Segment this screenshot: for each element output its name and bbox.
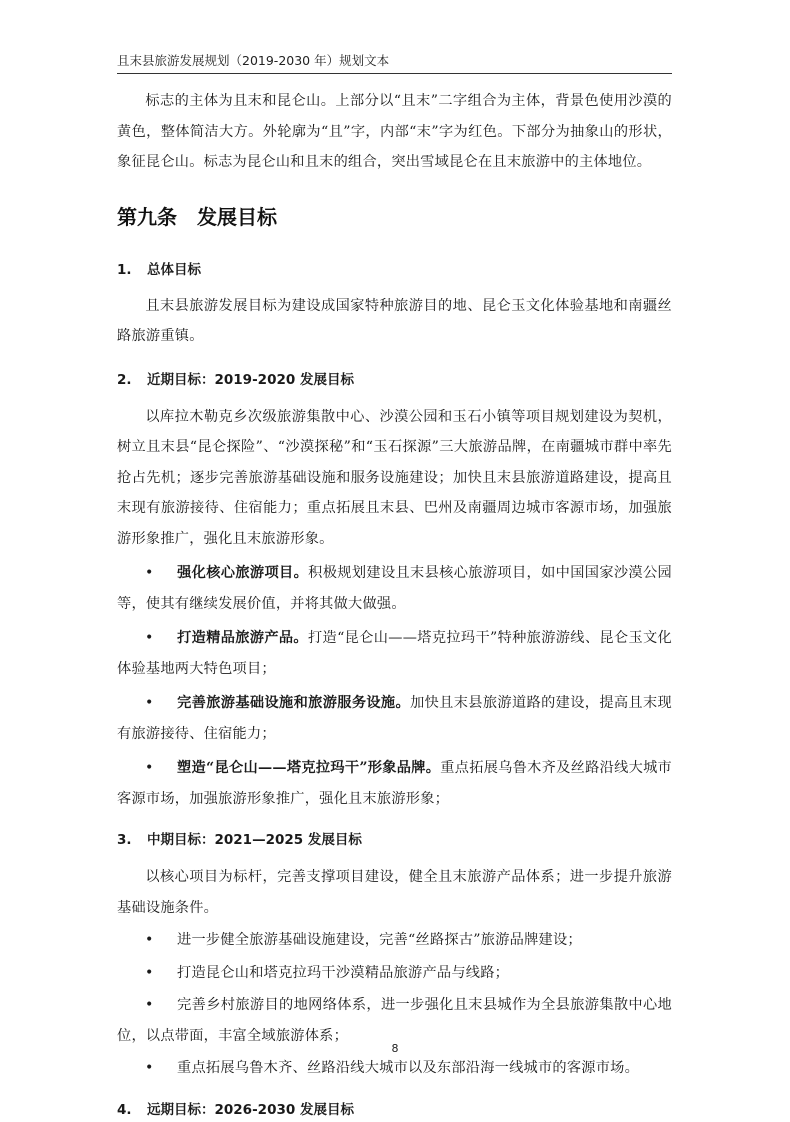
section-paragraph: 以核心项目为标杆，完善支撑项目建设，健全且末旅游产品体系；进一步提升旅游基础设施条件。 [117,869,672,916]
section-paragraph: 以库拉木勒克乡次级旅游集散中心、沙漠公园和玉石小镇等项目规划建设为契机，树立且末县“昆仑探险”、“沙漠探秘”和“玉石探源”三大旅游品牌，在南疆城市群中率先抢占先机；逐步完善旅游基础设施和服务设施建设；加快且末县旅游道路建设，提高且末现有旅游接待、住宿能力；重点拓展且末县、巴州及南疆周边城市客源市场，加强旅游形象推广，强化且末旅游形象。 [117,408,672,547]
intro-paragraph: 标志的主体为且末和昆仑山。上部分以“且末”二字组合为主体，背景色使用沙漠的黄色，整体简洁大方。外轮廓为“且”字，内部“末”字为红色。下部分为抽象山的形状，象征昆仑山。标志为昆仑山和且末的组合，突出雪域昆仑在且末旅游中的主体地位。 [117,93,672,170]
bullet-text: 打造“昆仑山——塔克拉玛干”特种旅游游线、昆仑玉文化体验基地两大特色项目； [117,630,672,677]
bullet-item [117,925,672,956]
bullet-text: 积极规划建设且末县核心旅游项目，如中国国家沙漠公园等，使其有继续发展价值，并将其做大做强。 [117,565,672,612]
bullet-item [117,623,672,684]
bullet-item [117,558,672,619]
bullet-text: 重点拓展乌鲁木齐及丝路沿线大城市客源市场，加强旅游形象推广，强化且末旅游形象； [117,760,672,807]
page-content [117,82,672,1122]
section-paragraph: 且末县旅游发展目标为建设成国家特种旅游目的地、昆仑玉文化体验基地和南疆丝路旅游重镇。 [117,297,672,344]
section-heading [117,368,672,392]
bullet-dot: • [145,932,154,948]
bullet-text: 打造昆仑山和塔克拉玛干沙漠精品旅游产品与线路； [177,964,510,981]
section-number: 2. [117,371,132,388]
bullet-dot: • [145,630,154,646]
bullet-dot: • [145,565,154,581]
section-title: 总体目标 [147,261,201,278]
bullet-lead: 打造精品旅游产品。 [177,630,308,646]
bullet-item [117,958,672,989]
bullet-lead: 强化核心旅游项目。 [177,565,309,581]
header-rule [117,73,672,74]
article-heading [117,203,672,231]
section-title: 近期目标：2019-2020 发展目标 [147,371,354,388]
bullet-text: 重点拓展乌鲁木齐、丝路沿线大城市以及东部沿海一线城市的客源市场。 [177,1060,640,1076]
section-number: 1. [117,261,132,278]
section-number: 4. [117,1101,132,1118]
bullet-text: 进一步健全旅游基础设施建设，完善“丝路探古”旅游品牌建设； [177,932,582,948]
running-header: 且末县旅游发展规划（2019-2030 年）规划文本 [117,53,390,68]
bullet-dot: • [145,1060,154,1076]
section-number: 3. [117,832,132,848]
bullet-dot: • [145,997,154,1013]
bullet-item [117,688,672,749]
bullet-lead: 完善旅游基础设施和旅游服务设施。 [177,695,411,711]
page-number: 8 [391,1042,399,1055]
section-title: 中期目标：2021—2025 发展目标 [147,832,362,848]
bullet-text: 加快且末县旅游道路的建设，提高且末现有旅游接待、住宿能力； [117,695,672,742]
article-number: 第九条 [117,204,177,229]
section-heading [117,828,672,852]
bullet-item [117,1053,672,1084]
bullet-dot: • [145,695,154,711]
bullet-lead: 塑造“昆仑山——塔克拉玛干”形象品牌。 [177,760,441,776]
bullet-text: 完善乡村旅游目的地网络体系，进一步强化且末县城作为全县旅游集散中心地位，以点带面，丰富全域旅游体系； [117,997,672,1044]
section-heading [117,258,672,282]
article-title: 发展目标 [197,204,277,229]
bullet-item [117,753,672,814]
bullet-dot: • [145,760,154,776]
section-title: 远期目标：2026-2030 发展目标 [147,1101,354,1118]
bullet-dot: • [145,964,154,981]
